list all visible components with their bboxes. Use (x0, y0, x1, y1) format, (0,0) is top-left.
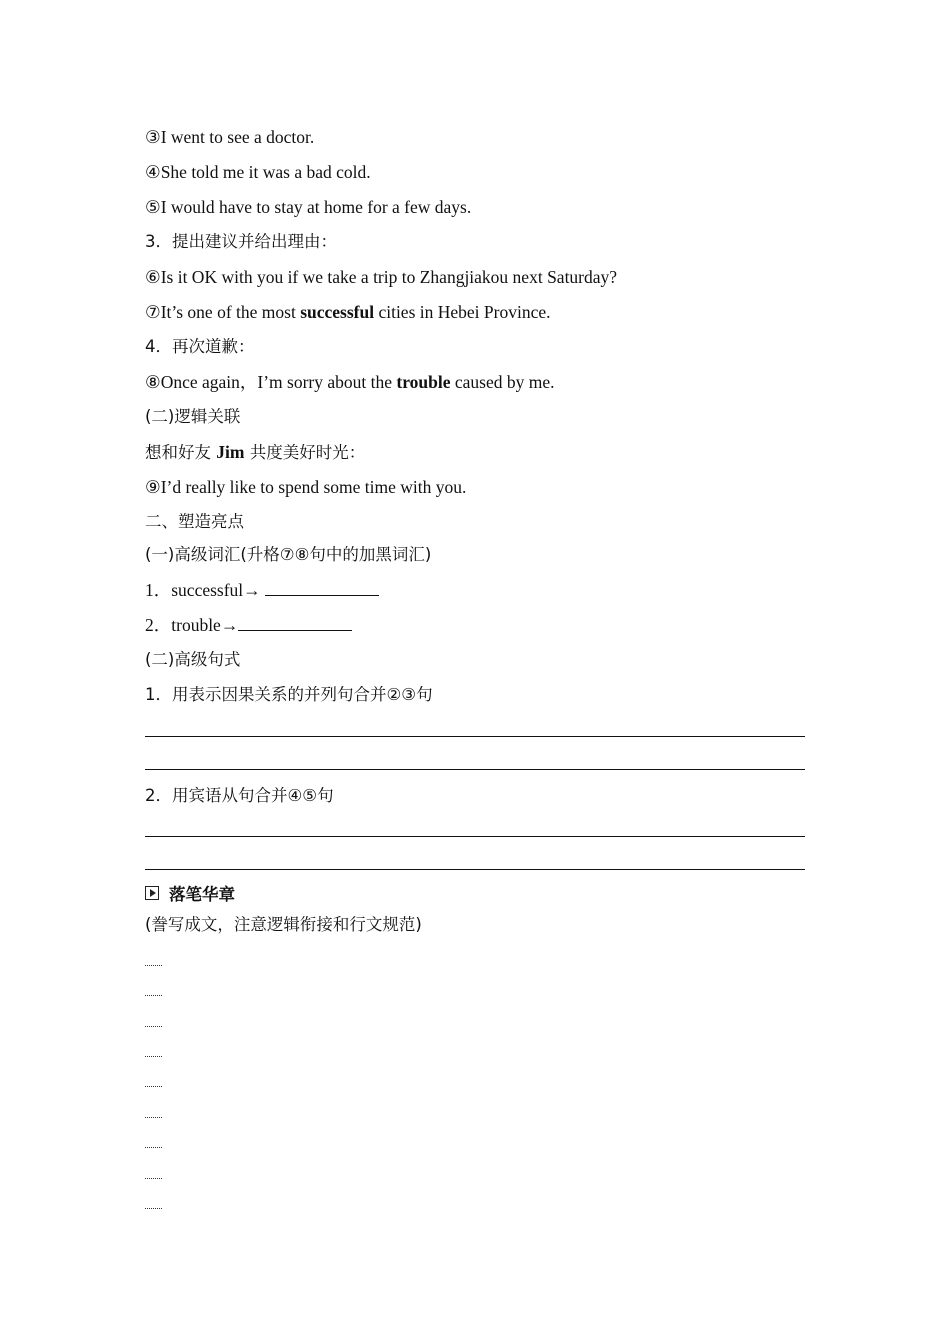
writing-line-1[interactable] (145, 965, 162, 966)
writing-line-9[interactable] (145, 1208, 162, 1209)
heading-logic: (二)逻辑关联 (145, 407, 241, 426)
sentence-7-part-a: ⑦It’s one of the most (145, 302, 301, 322)
heading-highlight: 二、塑造亮点 (145, 512, 244, 531)
answer-line-2a[interactable] (145, 836, 805, 837)
writing-line-4[interactable] (145, 1056, 162, 1057)
sentence-6: ⑥Is it OK with you if we take a trip to Zhangjiakou next Saturday? (145, 267, 618, 287)
vocab-item-1 (145, 579, 379, 601)
sentence-9: ⑨I’d really like to spend some time with you. (145, 477, 467, 497)
heading-apology: 4．再次道歉： (145, 337, 255, 356)
writing-line-3[interactable] (145, 1026, 162, 1027)
sentence-8 (145, 371, 555, 393)
sentence-7-part-c: cities in Hebei Province. (374, 302, 551, 322)
heading-jim-name: Jim (216, 442, 245, 462)
sentence-8-part-c: caused by me. (450, 372, 555, 392)
sentence-5: ⑤I would have to stay at home for a few days. (145, 197, 472, 217)
heading-jim (145, 441, 365, 464)
bold-word-successful: successful (300, 302, 375, 322)
section-note: (誊写成文，注意逻辑衔接和行文规范) (145, 915, 422, 934)
answer-line-2b[interactable] (145, 869, 805, 870)
writing-line-7[interactable] (145, 1147, 162, 1148)
sentence-8-part-a: ⑧Once again，I’m sorry about the (145, 372, 397, 392)
sentence-7 (145, 301, 551, 323)
writing-line-8[interactable] (145, 1178, 162, 1179)
heading-vocab-note: (升格⑦⑧句中的加黑词汇) (240, 545, 432, 564)
vocab-answer-blank-1[interactable] (265, 581, 379, 596)
sentence-3: ③I went to see a doctor. (145, 127, 315, 147)
bold-word-trouble: trouble (396, 372, 451, 392)
writing-line-2[interactable] (145, 995, 162, 996)
vocab-item-2-label: 2．trouble→ (145, 615, 239, 635)
question-1: 1．用表示因果关系的并列句合并②③句 (145, 685, 433, 704)
heading-jim-part-a: 想和好友 (145, 443, 217, 462)
vocab-item-1-label: 1．successful→ (145, 580, 266, 600)
sentence-4: ④She told me it was a bad cold. (145, 162, 371, 182)
writing-line-5[interactable] (145, 1086, 162, 1087)
section-title (145, 882, 235, 904)
play-box-icon (145, 886, 159, 900)
heading-vocab (145, 544, 431, 566)
heading-jim-part-c: 共度美好时光： (244, 443, 366, 462)
section-title-label: 落笔华章 (169, 885, 235, 904)
answer-line-1a[interactable] (145, 736, 805, 737)
writing-line-6[interactable] (145, 1117, 162, 1118)
vocab-answer-blank-2[interactable] (238, 616, 352, 631)
answer-line-1b[interactable] (145, 769, 805, 770)
heading-sentence-patterns: (二)高级句式 (145, 650, 241, 669)
heading-suggestion: 3．提出建议并给出理由： (145, 232, 337, 251)
question-2: 2．用宾语从句合并④⑤句 (145, 786, 334, 805)
heading-vocab-title: (一)高级词汇 (145, 545, 241, 564)
vocab-item-2 (145, 614, 352, 636)
